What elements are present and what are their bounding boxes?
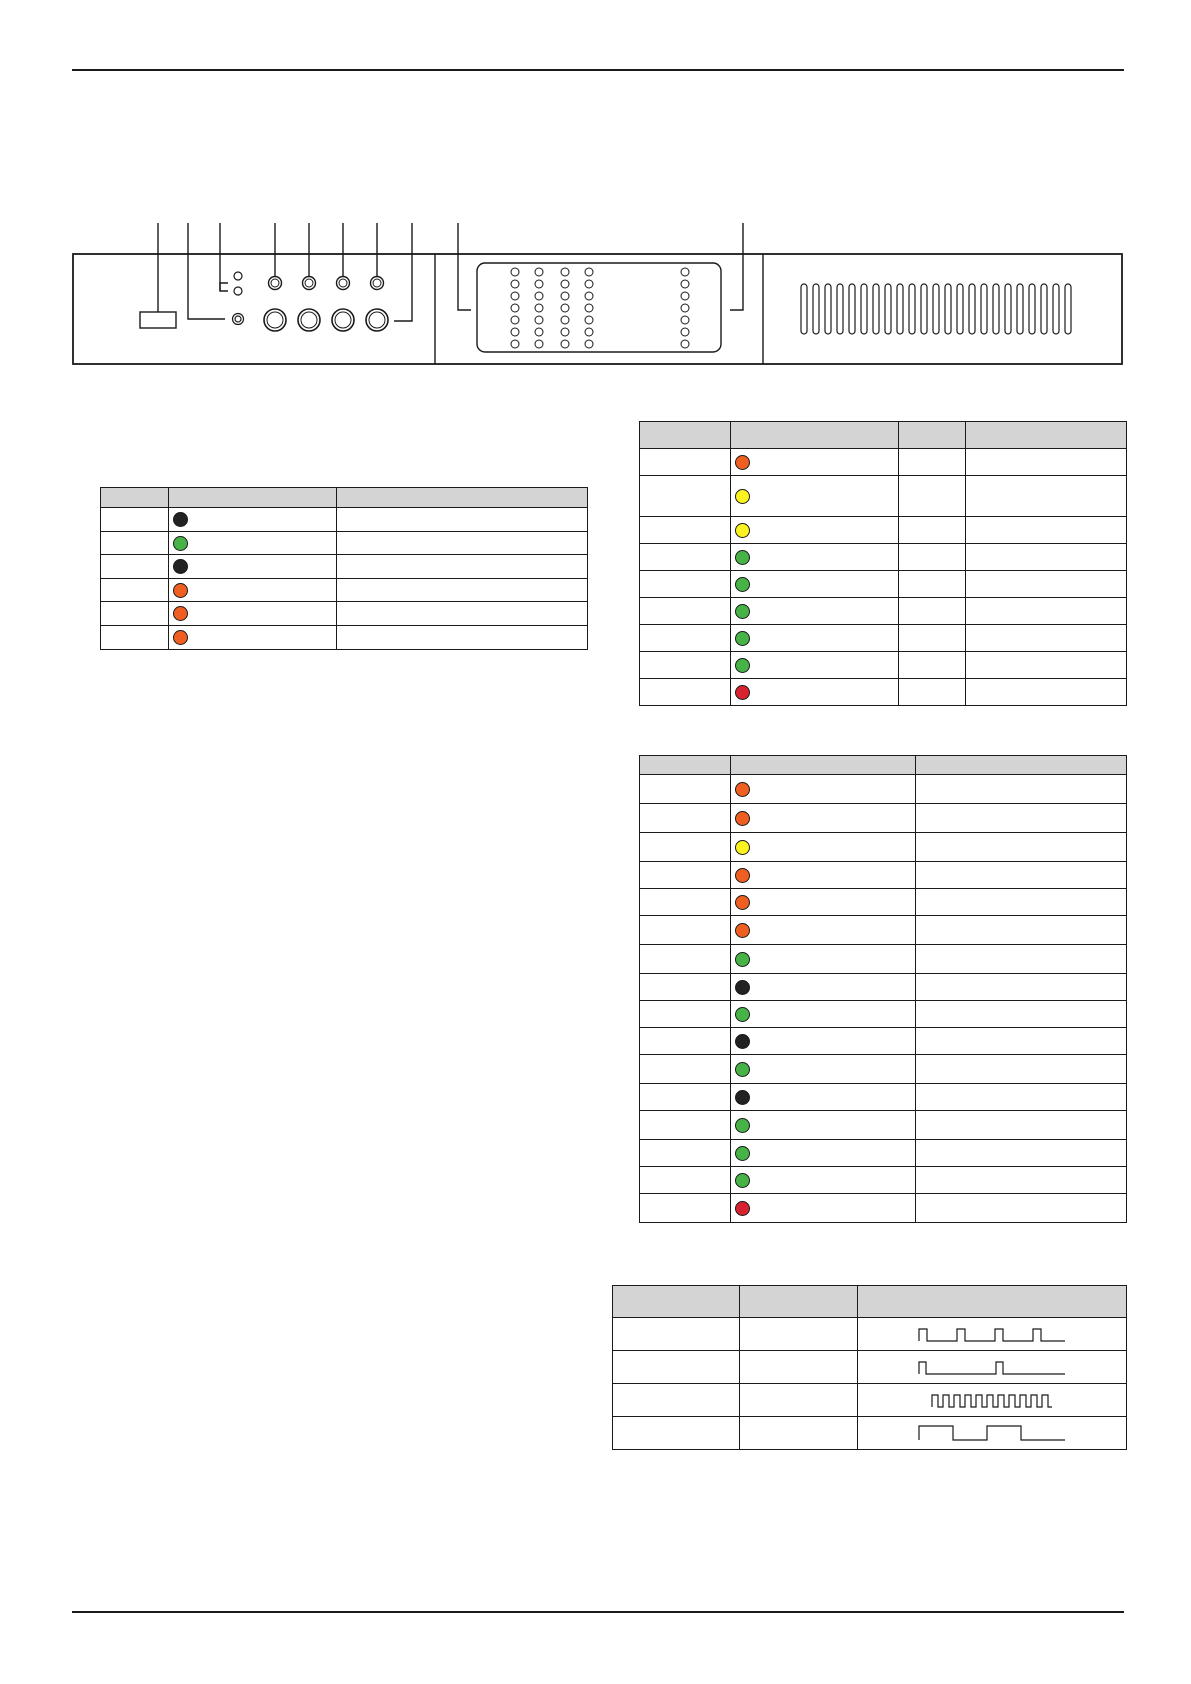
display-led bbox=[535, 328, 543, 336]
table-cell bbox=[916, 862, 1127, 889]
table-cell bbox=[916, 916, 1127, 945]
red-led-icon bbox=[735, 1201, 750, 1216]
orange-led-icon bbox=[173, 606, 188, 621]
green-led-icon bbox=[735, 1146, 750, 1161]
yellow-led-icon bbox=[735, 523, 750, 538]
table-cell bbox=[640, 517, 731, 544]
grille-slot bbox=[993, 284, 999, 334]
display-led bbox=[681, 280, 689, 288]
channel-indicator bbox=[305, 279, 313, 287]
grille-slot bbox=[861, 284, 867, 334]
grille-slot bbox=[873, 284, 879, 334]
table-cell bbox=[640, 1167, 731, 1194]
callout-line bbox=[220, 283, 228, 291]
display-led bbox=[585, 304, 593, 312]
display-led bbox=[535, 304, 543, 312]
indicator-table-b bbox=[639, 421, 1127, 706]
table-cell bbox=[899, 517, 966, 544]
panel-frame bbox=[73, 254, 1122, 364]
yellow-led-icon bbox=[735, 840, 750, 855]
channel-indicator bbox=[373, 279, 381, 287]
table-row bbox=[640, 889, 1127, 916]
table-cell bbox=[899, 449, 966, 476]
status-led bbox=[234, 287, 242, 295]
table-cell bbox=[731, 598, 899, 625]
table-cell bbox=[101, 555, 169, 579]
display-led bbox=[681, 328, 689, 336]
table-cell bbox=[731, 652, 899, 679]
table-cell bbox=[899, 679, 966, 706]
green-led-icon bbox=[735, 952, 750, 967]
table-cell bbox=[966, 571, 1127, 598]
table-cell bbox=[101, 508, 169, 532]
display-led bbox=[511, 292, 519, 300]
table-cell bbox=[640, 679, 731, 706]
table-cell bbox=[740, 1384, 858, 1417]
table-cell bbox=[899, 652, 966, 679]
green-led-icon bbox=[173, 536, 188, 551]
display-led bbox=[511, 304, 519, 312]
table-cell bbox=[731, 862, 916, 889]
blink-pattern-table bbox=[612, 1285, 1127, 1450]
grille-slot bbox=[969, 284, 975, 334]
callout-line bbox=[394, 223, 412, 321]
display-led bbox=[535, 280, 543, 288]
table-cell bbox=[916, 974, 1127, 1001]
table-cell bbox=[169, 555, 337, 579]
table-row bbox=[101, 532, 588, 555]
orange-led-icon bbox=[735, 782, 750, 797]
table-row bbox=[613, 1318, 1127, 1351]
table-cell bbox=[731, 544, 899, 571]
table-cell bbox=[640, 916, 731, 945]
table-header-cell bbox=[966, 422, 1127, 449]
table-header-cell bbox=[858, 1286, 1127, 1318]
table-cell bbox=[640, 449, 731, 476]
display-led bbox=[681, 340, 689, 348]
table-cell bbox=[731, 1084, 916, 1111]
power-switch bbox=[140, 312, 176, 328]
table-cell bbox=[916, 1167, 1127, 1194]
table-row bbox=[640, 1111, 1127, 1140]
grille-slot bbox=[825, 284, 831, 334]
grille-slot bbox=[945, 284, 951, 334]
table-row bbox=[640, 679, 1127, 706]
table-header-cell bbox=[731, 422, 899, 449]
table-header-cell bbox=[740, 1286, 858, 1318]
grille-slot bbox=[957, 284, 963, 334]
display-led bbox=[535, 340, 543, 348]
table-row bbox=[640, 945, 1127, 974]
table-cell bbox=[640, 476, 731, 517]
display-led bbox=[561, 340, 569, 348]
table-cell bbox=[731, 974, 916, 1001]
table-cell bbox=[731, 1028, 916, 1055]
grille-slot bbox=[1065, 284, 1071, 334]
table-cell bbox=[858, 1384, 1127, 1417]
green-led-icon bbox=[735, 1007, 750, 1022]
display-led bbox=[585, 316, 593, 324]
slow-pulse-waveform-icon bbox=[917, 1325, 1067, 1343]
table-cell bbox=[640, 974, 731, 1001]
table-cell bbox=[916, 1001, 1127, 1028]
table-cell bbox=[740, 1417, 858, 1450]
table-cell bbox=[858, 1318, 1127, 1351]
orange-led-icon bbox=[173, 630, 188, 645]
table-cell bbox=[337, 508, 588, 532]
table-cell bbox=[640, 1194, 731, 1223]
table-cell bbox=[731, 889, 916, 916]
display-led bbox=[511, 328, 519, 336]
table-cell bbox=[337, 602, 588, 626]
status-led bbox=[234, 272, 242, 280]
table-cell bbox=[899, 625, 966, 652]
green-led-icon bbox=[735, 631, 750, 646]
table-cell bbox=[640, 1028, 731, 1055]
table-cell bbox=[640, 1140, 731, 1167]
table-cell bbox=[169, 579, 337, 602]
table-row bbox=[640, 1084, 1127, 1111]
table-cell bbox=[640, 598, 731, 625]
table-cell bbox=[337, 555, 588, 579]
table-cell bbox=[731, 679, 899, 706]
table-cell bbox=[731, 476, 899, 517]
orange-led-icon bbox=[735, 811, 750, 826]
table-cell bbox=[899, 598, 966, 625]
table-cell bbox=[966, 652, 1127, 679]
display-led bbox=[511, 340, 519, 348]
table-cell bbox=[916, 1140, 1127, 1167]
table-row bbox=[640, 1028, 1127, 1055]
table-row bbox=[640, 833, 1127, 862]
table-row bbox=[640, 625, 1127, 652]
control-knob bbox=[301, 312, 317, 328]
orange-led-icon bbox=[735, 895, 750, 910]
display-led bbox=[681, 268, 689, 276]
display-led bbox=[511, 280, 519, 288]
table-cell bbox=[169, 532, 337, 555]
grille-slot bbox=[897, 284, 903, 334]
table-cell bbox=[858, 1351, 1127, 1384]
display-led bbox=[561, 304, 569, 312]
table-header-cell bbox=[337, 488, 588, 508]
table-row bbox=[640, 544, 1127, 571]
table-cell bbox=[916, 1084, 1127, 1111]
table-cell bbox=[731, 833, 916, 862]
table-cell bbox=[101, 532, 169, 555]
table-row bbox=[640, 1001, 1127, 1028]
yellow-led-icon bbox=[735, 489, 750, 504]
orange-led-icon bbox=[735, 923, 750, 938]
table-cell bbox=[640, 833, 731, 862]
table-cell bbox=[640, 945, 731, 974]
table-row bbox=[640, 476, 1127, 517]
table-cell bbox=[966, 449, 1127, 476]
table-cell bbox=[640, 889, 731, 916]
orange-led-icon bbox=[173, 583, 188, 598]
table-cell bbox=[337, 579, 588, 602]
table-cell bbox=[613, 1318, 740, 1351]
table-cell bbox=[731, 1111, 916, 1140]
table-cell bbox=[916, 1194, 1127, 1223]
grille-slot bbox=[1029, 284, 1035, 334]
table-cell bbox=[966, 679, 1127, 706]
display-led bbox=[535, 292, 543, 300]
table-cell bbox=[731, 1055, 916, 1084]
channel-indicator bbox=[271, 279, 279, 287]
control-knob bbox=[369, 312, 385, 328]
callout-line bbox=[220, 223, 228, 291]
display-led-matrix bbox=[511, 268, 689, 348]
display-led bbox=[681, 304, 689, 312]
black-led-icon bbox=[735, 1034, 750, 1049]
table-cell bbox=[169, 508, 337, 532]
grille-slot bbox=[1053, 284, 1059, 334]
display-led bbox=[585, 268, 593, 276]
orange-led-icon bbox=[735, 455, 750, 470]
table-cell bbox=[731, 571, 899, 598]
table-cell bbox=[640, 652, 731, 679]
table-row bbox=[613, 1384, 1127, 1417]
display-led bbox=[585, 340, 593, 348]
table-cell bbox=[731, 916, 916, 945]
channel-indicator bbox=[339, 279, 347, 287]
table-cell bbox=[613, 1417, 740, 1450]
indicator-table-a bbox=[100, 487, 588, 650]
table-header-cell bbox=[613, 1286, 740, 1318]
table-cell bbox=[966, 517, 1127, 544]
table-cell bbox=[966, 625, 1127, 652]
black-led-icon bbox=[173, 512, 188, 527]
table-cell bbox=[916, 1111, 1127, 1140]
table-row bbox=[640, 916, 1127, 945]
green-led-icon bbox=[735, 604, 750, 619]
table-cell bbox=[916, 1055, 1127, 1084]
table-row bbox=[101, 555, 588, 579]
table-cell bbox=[916, 1028, 1127, 1055]
display-led bbox=[561, 292, 569, 300]
control-knob bbox=[335, 312, 351, 328]
table-cell bbox=[916, 833, 1127, 862]
display-led bbox=[561, 268, 569, 276]
table-row bbox=[640, 775, 1127, 804]
display-led bbox=[561, 280, 569, 288]
grille-slot bbox=[813, 284, 819, 334]
table-header-cell bbox=[640, 422, 731, 449]
display-led bbox=[585, 280, 593, 288]
green-led-icon bbox=[735, 550, 750, 565]
table-row bbox=[101, 508, 588, 532]
black-led-icon bbox=[735, 1090, 750, 1105]
black-led-icon bbox=[735, 980, 750, 995]
table-row bbox=[640, 1055, 1127, 1084]
table-cell bbox=[613, 1384, 740, 1417]
table-header-cell bbox=[640, 756, 731, 775]
grille-slot bbox=[837, 284, 843, 334]
table-cell bbox=[731, 1001, 916, 1028]
table-cell bbox=[640, 862, 731, 889]
table-cell bbox=[899, 571, 966, 598]
table-header-cell bbox=[899, 422, 966, 449]
black-led-icon bbox=[173, 559, 188, 574]
grille-slot bbox=[909, 284, 915, 334]
grille-slot bbox=[849, 284, 855, 334]
table-row bbox=[101, 602, 588, 626]
display-led bbox=[681, 316, 689, 324]
table-cell bbox=[640, 1055, 731, 1084]
table-cell bbox=[899, 544, 966, 571]
table-row bbox=[613, 1417, 1127, 1450]
green-led-icon bbox=[735, 1062, 750, 1077]
grille-slot bbox=[1041, 284, 1047, 334]
ventilation-grille bbox=[801, 284, 1071, 334]
table-cell bbox=[740, 1318, 858, 1351]
table-row bbox=[640, 974, 1127, 1001]
table-row bbox=[101, 579, 588, 602]
indicator-table-c bbox=[639, 755, 1127, 1223]
table-row bbox=[640, 598, 1127, 625]
table-cell bbox=[731, 449, 899, 476]
display-led bbox=[585, 328, 593, 336]
top-rule bbox=[72, 69, 1124, 71]
table-cell bbox=[169, 602, 337, 626]
table-cell bbox=[101, 602, 169, 626]
table-cell bbox=[916, 945, 1127, 974]
orange-led-icon bbox=[735, 868, 750, 883]
display-led bbox=[561, 328, 569, 336]
table-cell bbox=[899, 476, 966, 517]
wide-pulse-waveform-icon bbox=[917, 1424, 1067, 1442]
callout-line bbox=[458, 223, 471, 310]
grille-slot bbox=[921, 284, 927, 334]
table-row bbox=[640, 449, 1127, 476]
table-row bbox=[101, 626, 588, 650]
table-cell bbox=[731, 804, 916, 833]
table-cell bbox=[337, 626, 588, 650]
green-led-icon bbox=[735, 1118, 750, 1133]
table-cell bbox=[640, 804, 731, 833]
table-cell bbox=[731, 1194, 916, 1223]
display-led bbox=[535, 316, 543, 324]
table-header-cell bbox=[731, 756, 916, 775]
display-led bbox=[511, 316, 519, 324]
table-cell bbox=[731, 625, 899, 652]
display-led bbox=[511, 268, 519, 276]
sparse-pulse-waveform-icon bbox=[917, 1358, 1067, 1376]
grille-slot bbox=[1017, 284, 1023, 334]
green-led-icon bbox=[735, 1173, 750, 1188]
grille-slot bbox=[885, 284, 891, 334]
table-header-cell bbox=[916, 756, 1127, 775]
table-row bbox=[640, 1194, 1127, 1223]
table-header-cell bbox=[169, 488, 337, 508]
table-cell bbox=[640, 1084, 731, 1111]
table-cell bbox=[731, 1140, 916, 1167]
table-cell bbox=[640, 544, 731, 571]
green-led-icon bbox=[735, 577, 750, 592]
table-cell bbox=[640, 1001, 731, 1028]
table-cell bbox=[916, 804, 1127, 833]
control-knob bbox=[267, 312, 283, 328]
table-cell bbox=[731, 517, 899, 544]
table-row bbox=[640, 652, 1127, 679]
green-led-icon bbox=[735, 658, 750, 673]
table-row bbox=[640, 1167, 1127, 1194]
table-cell bbox=[731, 775, 916, 804]
grille-slot bbox=[981, 284, 987, 334]
table-cell bbox=[640, 1111, 731, 1140]
table-cell bbox=[966, 544, 1127, 571]
grille-slot bbox=[801, 284, 807, 334]
callout-line bbox=[730, 223, 743, 310]
display-led bbox=[681, 292, 689, 300]
table-cell bbox=[613, 1351, 740, 1384]
table-cell bbox=[169, 626, 337, 650]
table-cell bbox=[740, 1351, 858, 1384]
display-led bbox=[585, 292, 593, 300]
table-cell bbox=[640, 571, 731, 598]
table-row bbox=[640, 517, 1127, 544]
display-led bbox=[561, 316, 569, 324]
display-led bbox=[535, 268, 543, 276]
front-panel-diagram bbox=[70, 220, 1126, 370]
red-led-icon bbox=[735, 685, 750, 700]
table-cell bbox=[731, 945, 916, 974]
grille-slot bbox=[933, 284, 939, 334]
table-cell bbox=[966, 598, 1127, 625]
table-header-cell bbox=[101, 488, 169, 508]
grille-slot bbox=[1005, 284, 1011, 334]
input-jack bbox=[235, 316, 241, 322]
table-cell bbox=[640, 625, 731, 652]
table-row bbox=[640, 862, 1127, 889]
table-cell bbox=[101, 626, 169, 650]
table-cell bbox=[731, 1167, 916, 1194]
table-row bbox=[640, 804, 1127, 833]
table-cell bbox=[640, 775, 731, 804]
table-cell bbox=[101, 579, 169, 602]
bottom-rule bbox=[72, 1611, 1124, 1613]
table-row bbox=[613, 1351, 1127, 1384]
table-cell bbox=[916, 775, 1127, 804]
table-cell bbox=[916, 889, 1127, 916]
table-cell bbox=[337, 532, 588, 555]
fast-pulse-waveform-icon bbox=[930, 1391, 1055, 1409]
table-cell bbox=[858, 1417, 1127, 1450]
table-cell bbox=[966, 476, 1127, 517]
table-row bbox=[640, 571, 1127, 598]
table-row bbox=[640, 1140, 1127, 1167]
